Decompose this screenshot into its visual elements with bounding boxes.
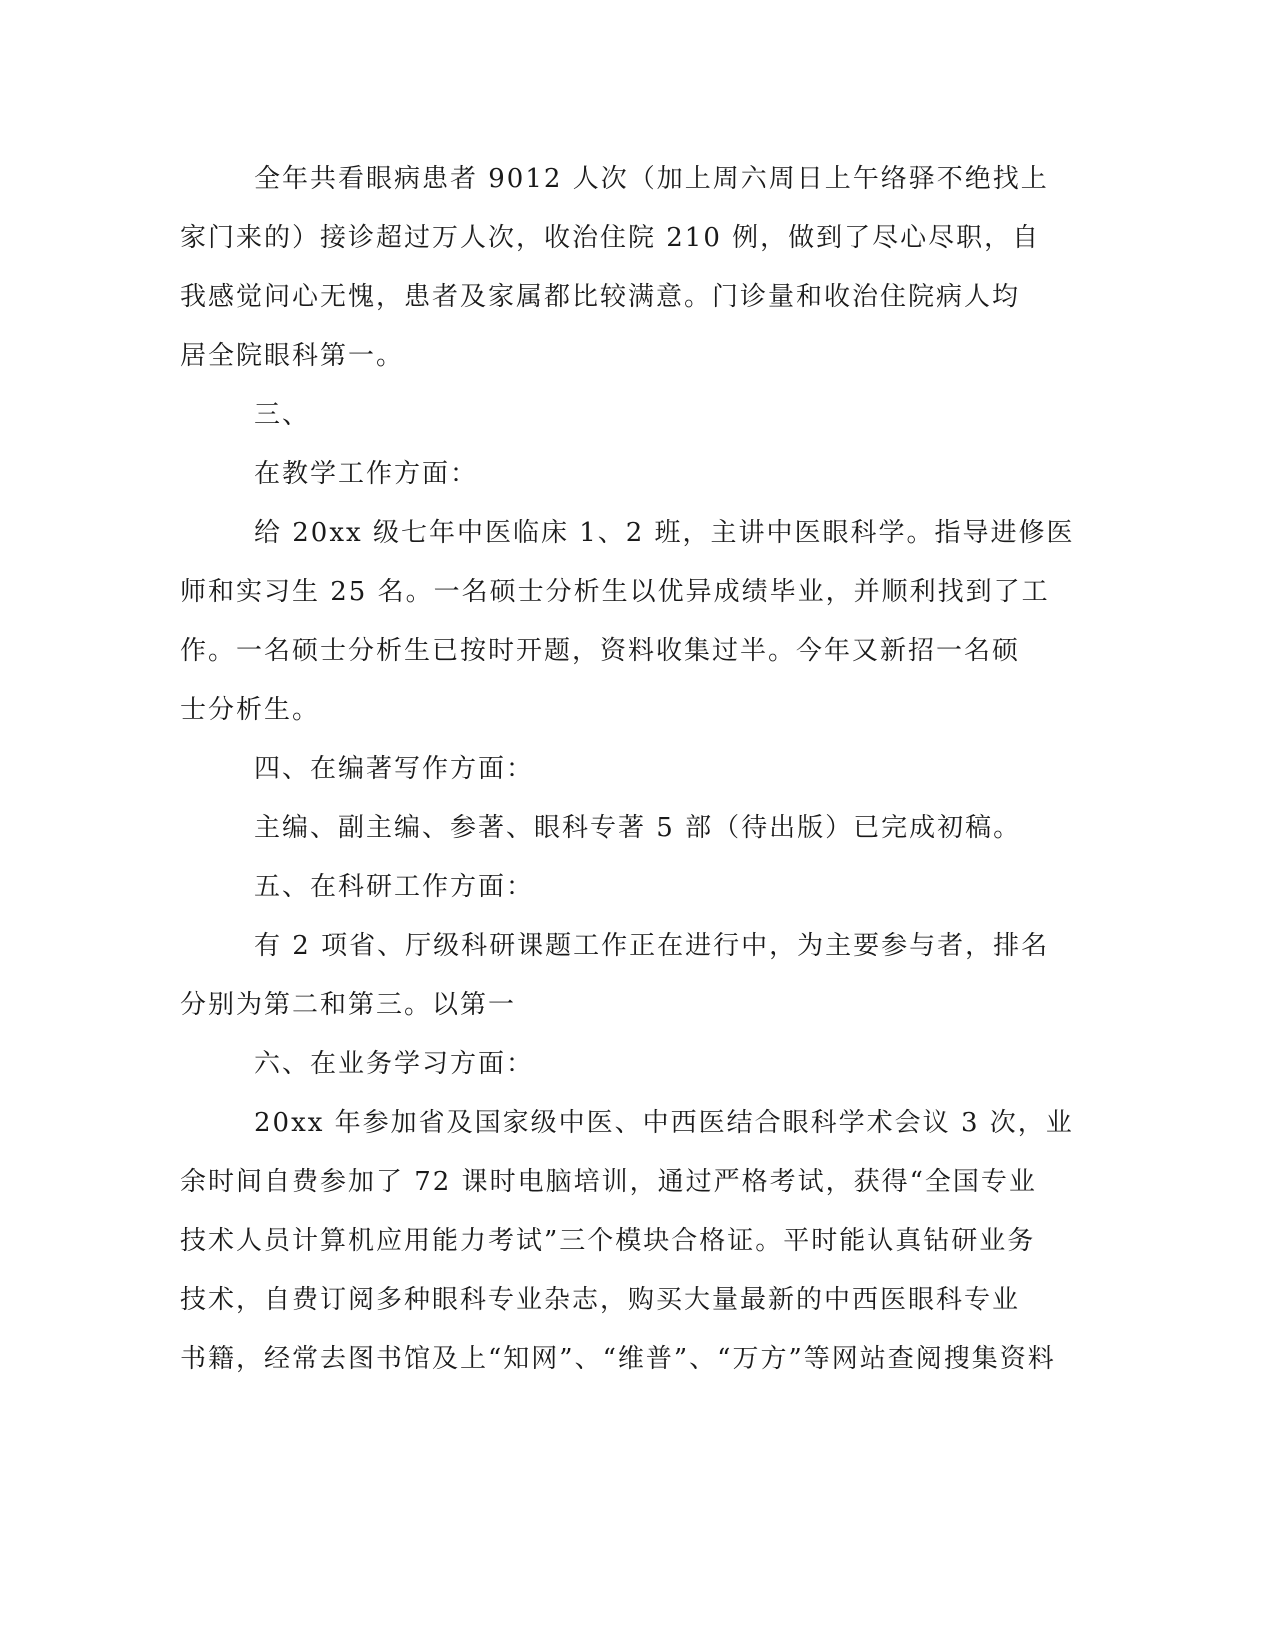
document-body	[180, 150, 1075, 1389]
text-line: 技术，自费订阅多种眼科专业杂志，购买大量最新的中西医眼科专业	[180, 1285, 1021, 1315]
text-line: 四、在编著写作方面：	[254, 754, 535, 784]
paragraph-research	[180, 917, 1050, 1035]
paragraph-patient-stats	[180, 150, 1049, 386]
text-line: 在教学工作方面：	[254, 459, 479, 489]
section-heading-study	[180, 1035, 1046, 1094]
text-line: 余时间自费参加了 72 课时电脑培训，通过严格考试，获得“全国专业	[180, 1167, 1037, 1197]
text-line: 五、在科研工作方面：	[254, 872, 535, 902]
text-line: 家门来的）接诊超过万人次，收治住院 210 例，做到了尽心尽职，自	[180, 223, 1041, 253]
section-heading-writing	[180, 740, 1046, 799]
text-line: 书籍，经常去图书馆及上“知网”、“维普”、“万方”等网站查阅搜集资料	[180, 1344, 1056, 1374]
paragraph-teaching	[180, 504, 1075, 740]
text-line: 技术人员计算机应用能力考试”三个模块合格证。平时能认真钻研业务	[180, 1226, 1036, 1256]
section-heading-three	[180, 386, 1046, 445]
text-line: 三、	[254, 400, 311, 430]
paragraph-writing	[180, 799, 1046, 858]
text-line: 分别为第二和第三。以第一	[180, 990, 517, 1020]
text-line: 给 20xx 级七年中医临床 1、2 班，主讲中医眼科学。指导进修医	[254, 518, 1075, 548]
text-line: 20xx 年参加省及国家级中医、中西医结合眼科学术会议 3 次，业	[254, 1108, 1074, 1138]
section-heading-teaching	[180, 445, 1046, 504]
text-line: 主编、副主编、参著、眼科专著 5 部（待出版）已完成初稿。	[254, 813, 1022, 843]
text-line: 全年共看眼病患者 9012 人次（加上周六周日上午络驿不绝找上	[254, 164, 1049, 194]
text-line: 师和实习生 25 名。一名硕士分析生以优异成绩毕业，并顺利找到了工	[180, 577, 1050, 607]
text-line: 我感觉问心无愧，患者及家属都比较满意。门诊量和收治住院病人均	[180, 282, 1021, 312]
text-line: 有 2 项省、厅级科研课题工作正在进行中，为主要参与者，排名	[254, 931, 1050, 961]
section-heading-research	[180, 858, 1046, 917]
text-line: 六、在业务学习方面：	[254, 1049, 535, 1079]
text-line: 居全院眼科第一。	[180, 341, 405, 371]
text-line: 作。一名硕士分析生已按时开题，资料收集过半。今年又新招一名硕	[180, 636, 1021, 666]
paragraph-study	[180, 1094, 1074, 1389]
text-line: 士分析生。	[180, 695, 321, 725]
